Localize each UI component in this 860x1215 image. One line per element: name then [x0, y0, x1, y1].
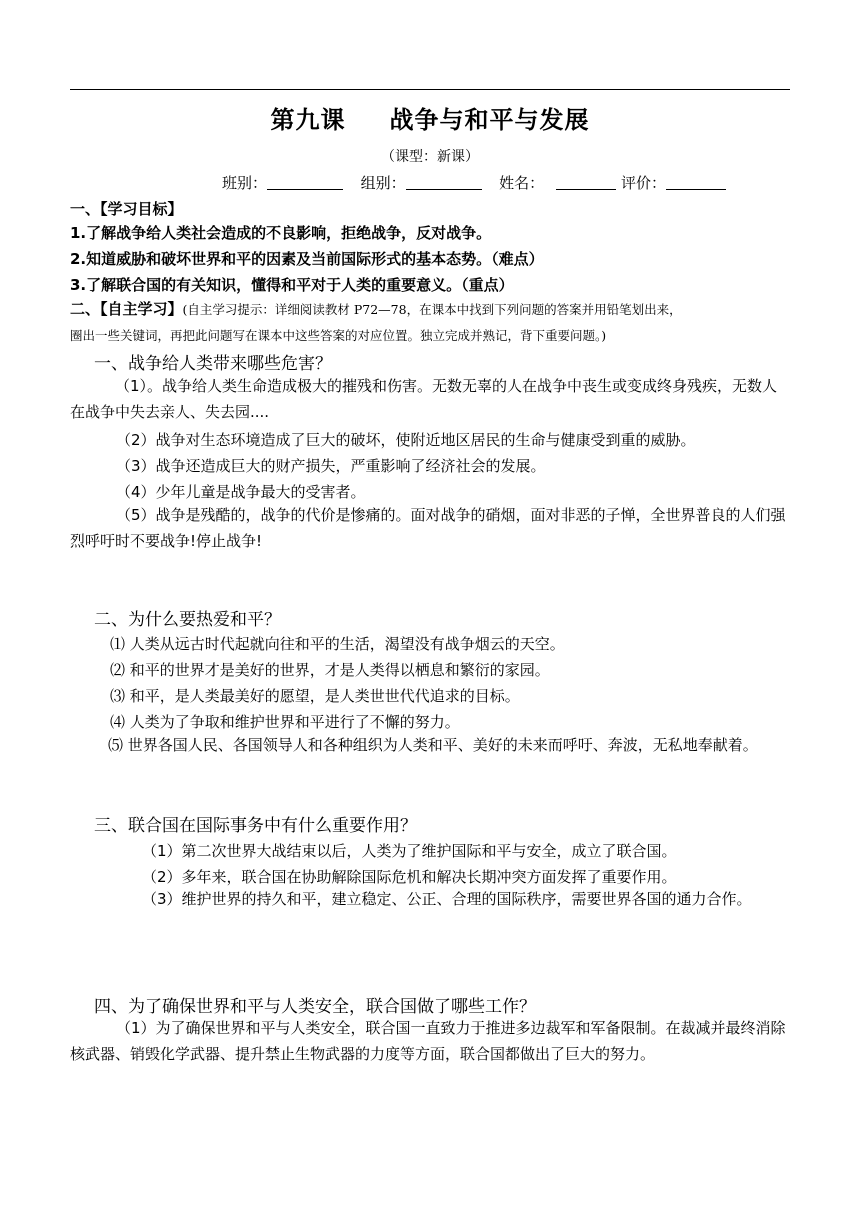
- grade-blank[interactable]: [666, 175, 726, 190]
- student-info-fields: [222, 172, 726, 193]
- lesson-title: 战争与和平与发展: [389, 106, 590, 134]
- question-1-title: 一、战争给人类带来哪些危害？: [94, 354, 332, 374]
- study-hint-2: 圈出一些关键词，再把此问题写在课本中这些答案的对应位置。独立完成并熟记，背下重要问题。): [70, 328, 607, 343]
- goal-3: 3.了解联合国的有关知识，懂得和平对于人类的重要意义。（重点）: [70, 276, 514, 294]
- top-rule: [70, 89, 790, 90]
- question-2-title: 二、为什么要热爱和平？: [94, 610, 281, 630]
- section1-heading: 一、【学习目标】: [70, 200, 183, 218]
- section2-header: [70, 298, 682, 319]
- q1-answer-5: （5）战争是残酷的，战争的代价是惨痛的。面对战争的硝烟，面对非恶的子惮，全世界普良的人们强烈呼吁时不要战争!停止战争!: [70, 506, 786, 550]
- class-blank[interactable]: [267, 175, 343, 190]
- page-title: [0, 100, 860, 135]
- q1-answer-3: （3）战争还造成巨大的财产损失，严重影响了经济社会的发展。: [116, 457, 546, 475]
- study-hint-1: (自主学习提示：详细阅读教材 P72—78，在课本中找到下列问题的答案并用铅笔划出来，: [182, 302, 682, 317]
- goal-1: 1.了解战争给人类社会造成的不良影响，拒绝战争，反对战争。: [70, 224, 492, 242]
- section2-heading: 二、【自主学习】: [70, 300, 183, 318]
- q2-answer-4: ⑷ 人类为了争取和维护世界和平进行了不懈的努力。: [110, 713, 460, 731]
- group-label: 组别：: [360, 174, 406, 192]
- grade-label: 评价：: [620, 174, 666, 192]
- group-blank[interactable]: [406, 175, 482, 190]
- q4-answer-1: （1）为了确保世界和平与人类安全，联合国一直致力于推进多边裁军和军备限制。在裁减并最终消除核武器、销毁化学武器、提升禁止生物武器的力度等方面，联合国都做出了巨大的努力。: [70, 1019, 786, 1063]
- q2-answer-2: ⑵ 和平的世界才是美好的世界，才是人类得以栖息和繁衍的家园。: [110, 661, 550, 679]
- q1-answer-1: （1）。战争给人类生命造成极大的摧残和伤害。无数无辜的人在战争中丧生或变成终身残疾，无数人在战争中失去亲人、失去园....: [70, 377, 778, 421]
- q3-answer-3: （3）维护世界的持久和平，建立稳定、公正、合理的国际秩序，需要世界各国的通力合作。: [142, 890, 752, 908]
- class-label: 班别：: [222, 174, 268, 192]
- q2-answer-5: ⑸ 世界各国人民、各国领导人和各种组织为人类和平、美好的未来而呼吁、奔波，无私地奉献着。: [108, 736, 758, 754]
- lesson-number: 第九课: [270, 106, 346, 134]
- q3-answer-1: （1）第二次世界大战结束以后，人类为了维护国际和平与安全，成立了联合国。: [142, 842, 677, 860]
- name-blank[interactable]: [556, 175, 616, 190]
- name-label: 姓名：: [499, 174, 545, 192]
- question-4-title: 四、为了确保世界和平与人类安全，联合国做了哪些工作？: [94, 997, 536, 1017]
- q3-answer-2: （2）多年来，联合国在协助解除国际危机和解决长期冲突方面发挥了重要作用。: [142, 868, 677, 886]
- course-type: （课型：新课）: [381, 149, 479, 165]
- q1-answer-2: （2）战争对生态环境造成了巨大的破坏，使附近地区居民的生命与健康受到重的威胁。: [116, 431, 696, 449]
- q2-answer-3: ⑶ 和平，是人类最美好的愿望，是人类世世代代追求的目标。: [110, 687, 520, 705]
- question-3-title: 三、联合国在国际事务中有什么重要作用？: [94, 816, 417, 836]
- q2-answer-1: ⑴ 人类从远古时代起就向往和平的生活，渴望没有战争烟云的天空。: [110, 635, 565, 653]
- goal-2: 2.知道威胁和破坏世界和平的因素及当前国际形式的基本态势。（难点）: [70, 250, 544, 268]
- q1-answer-4: （4）少年儿童是战争最大的受害者。: [116, 483, 366, 501]
